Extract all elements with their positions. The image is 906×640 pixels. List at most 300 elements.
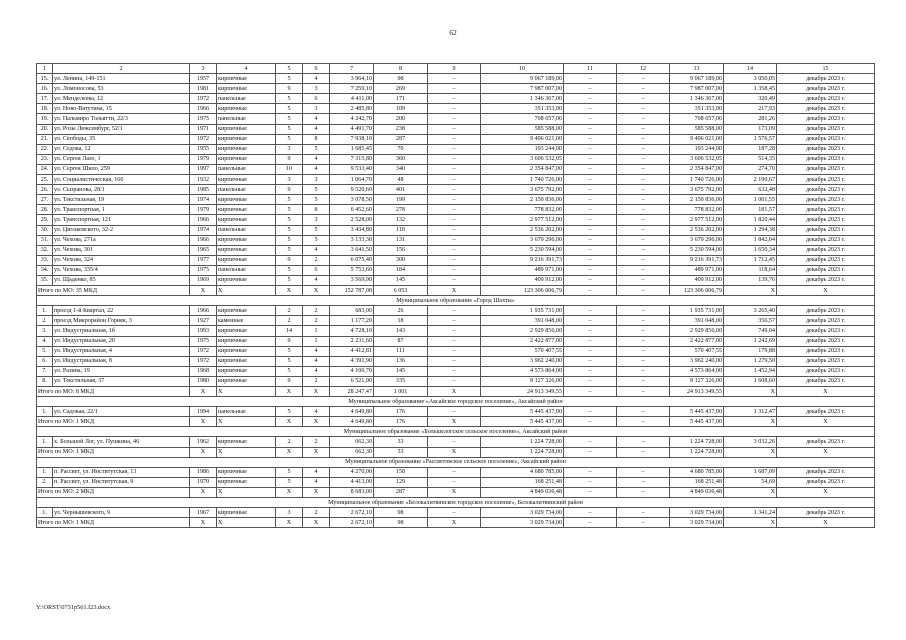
table-cell: 184 bbox=[374, 265, 428, 275]
table-cell: 3 078,50 bbox=[330, 195, 374, 205]
table-row bbox=[37, 275, 875, 285]
total-cell: 123 306 006,79 bbox=[481, 286, 564, 296]
table-cell: – bbox=[564, 356, 617, 366]
table-cell: 5 bbox=[276, 195, 303, 205]
table-cell: 30. bbox=[37, 225, 53, 235]
table-cell: 5 bbox=[276, 225, 303, 235]
total-label: Итого по МО: 1 МКД bbox=[37, 417, 190, 427]
table-cell: ул. Транспортная, 121 bbox=[53, 215, 190, 225]
table-cell: – bbox=[617, 94, 670, 104]
table-cell: 9 bbox=[276, 84, 303, 94]
table-cell: 14 bbox=[276, 326, 303, 336]
table-cell: ул. Текстильная, 19 bbox=[53, 195, 190, 205]
table-cell: 1. bbox=[37, 437, 53, 447]
table-cell: 9 216 391,73 bbox=[670, 255, 724, 265]
table-cell: – bbox=[617, 346, 670, 356]
table-row bbox=[37, 316, 875, 326]
table-cell: 1 bbox=[303, 326, 330, 336]
table-cell: 3 964,10 bbox=[330, 74, 374, 84]
total-cell: X bbox=[190, 518, 217, 528]
table-cell: 5 bbox=[276, 346, 303, 356]
total-cell: 5 445 437,00 bbox=[481, 417, 564, 427]
table-cell: 1 312,47 bbox=[724, 407, 777, 417]
table-cell: – bbox=[564, 164, 617, 174]
table-cell: 3 bbox=[276, 175, 303, 185]
table-cell: 4 bbox=[303, 124, 330, 134]
total-cell: 8 683,00 bbox=[330, 487, 374, 497]
table-cell: – bbox=[564, 407, 617, 417]
table-cell: 778 832,00 bbox=[670, 205, 724, 215]
total-cell: – bbox=[564, 387, 617, 397]
table-cell: 3 bbox=[276, 508, 303, 518]
table-cell: 3 bbox=[303, 84, 330, 94]
table-cell: 20. bbox=[37, 124, 53, 134]
table-cell: 5 bbox=[303, 235, 330, 245]
table-cell: 1966 bbox=[190, 235, 217, 245]
table-cell: декабрь 2023 г. bbox=[777, 144, 875, 154]
table-cell: 1974 bbox=[190, 225, 217, 235]
total-label: Итого по МО: 2 МКД bbox=[37, 487, 190, 497]
table-cell: 401 bbox=[374, 185, 428, 195]
table-cell: – bbox=[564, 235, 617, 245]
table-cell: 1 001,55 bbox=[724, 195, 777, 205]
table-cell: – bbox=[617, 215, 670, 225]
table-cell: ул. Транспортная, 1 bbox=[53, 205, 190, 215]
table-cell: 409 912,00 bbox=[670, 275, 724, 285]
table-cell: 340 bbox=[374, 164, 428, 174]
table-cell: 5 bbox=[303, 225, 330, 235]
table-cell: 7 259,10 bbox=[330, 84, 374, 94]
total-cell: X bbox=[777, 417, 875, 427]
table-row bbox=[37, 477, 875, 487]
table-cell: – bbox=[428, 94, 481, 104]
table-cell: 3 569,90 bbox=[330, 275, 374, 285]
table-cell: 1980 bbox=[190, 376, 217, 386]
table-cell: 5 bbox=[276, 235, 303, 245]
table-cell: п. Рассвет, ул. Институтская, 13 bbox=[53, 467, 190, 477]
table-cell: – bbox=[617, 74, 670, 84]
table-row bbox=[37, 84, 875, 94]
table-cell: 3 641,50 bbox=[330, 245, 374, 255]
total-cell: 1 001 bbox=[374, 387, 428, 397]
table-cell: панельные bbox=[217, 164, 276, 174]
table-cell: 351 353,00 bbox=[670, 104, 724, 114]
table-cell: – bbox=[428, 366, 481, 376]
table-cell: 27. bbox=[37, 195, 53, 205]
table-cell: декабрь 2023 г. bbox=[777, 356, 875, 366]
total-cell: X bbox=[428, 286, 481, 296]
total-cell: X bbox=[777, 286, 875, 296]
table-cell: панельные bbox=[217, 225, 276, 235]
table-cell: 111 bbox=[374, 346, 428, 356]
total-cell: X bbox=[190, 447, 217, 457]
table-cell: кирпичные bbox=[217, 74, 276, 84]
table-cell: – bbox=[564, 144, 617, 154]
total-cell: X bbox=[276, 518, 303, 528]
table-cell: 3 265,40 bbox=[724, 306, 777, 316]
table-cell: – bbox=[428, 356, 481, 366]
table-cell: ул. Розы Люксембург, 52/1 bbox=[53, 124, 190, 134]
table-cell: 9 bbox=[276, 185, 303, 195]
table-cell: 3 606 532,05 bbox=[670, 154, 724, 164]
table-cell: 168 251,48 bbox=[670, 477, 724, 487]
table-cell: 176 bbox=[374, 407, 428, 417]
table-cell: – bbox=[564, 104, 617, 114]
total-row bbox=[37, 447, 875, 457]
table-cell: 1967 bbox=[190, 508, 217, 518]
table-cell: – bbox=[564, 205, 617, 215]
table-cell: – bbox=[564, 255, 617, 265]
table-cell: – bbox=[428, 306, 481, 316]
total-cell: X bbox=[428, 387, 481, 397]
table-cell: каменные bbox=[217, 316, 276, 326]
table-cell: 4 649,80 bbox=[330, 407, 374, 417]
table-cell: – bbox=[617, 164, 670, 174]
table-cell: кирпичные bbox=[217, 346, 276, 356]
section-row bbox=[37, 427, 875, 437]
table-cell: – bbox=[428, 376, 481, 386]
table-cell: ул. Индустриальная, 20 bbox=[53, 336, 190, 346]
table-cell: 3 bbox=[303, 175, 330, 185]
table-cell: ул. Чернышевского, 9 bbox=[53, 508, 190, 518]
table-cell: ул. Разина, 19 bbox=[53, 366, 190, 376]
total-cell: 24 913 349,55 bbox=[670, 387, 724, 397]
table-cell: 3 675 792,00 bbox=[481, 185, 564, 195]
table-cell: 3. bbox=[37, 326, 53, 336]
table-cell: 4 573 864,00 bbox=[670, 366, 724, 376]
table-cell: 5 bbox=[276, 104, 303, 114]
table-cell: 31. bbox=[37, 235, 53, 245]
table-cell: 9 496 021,00 bbox=[670, 134, 724, 144]
table-cell: – bbox=[564, 185, 617, 195]
table-cell: – bbox=[428, 508, 481, 518]
table-cell: 18 bbox=[374, 316, 428, 326]
total-cell: – bbox=[617, 518, 670, 528]
table-cell: панельные bbox=[217, 265, 276, 275]
table-cell: ул. Индустриальная, 4 bbox=[53, 346, 190, 356]
table-cell: 1957 bbox=[190, 74, 217, 84]
table-cell: 662,30 bbox=[330, 437, 374, 447]
table-cell: 570 407,55 bbox=[670, 346, 724, 356]
total-cell: – bbox=[564, 417, 617, 427]
table-cell: декабрь 2023 г. bbox=[777, 104, 875, 114]
table-cell: 5 bbox=[303, 195, 330, 205]
table-cell: 5 bbox=[276, 467, 303, 477]
table-cell: кирпичные bbox=[217, 275, 276, 285]
table-cell: – bbox=[428, 265, 481, 275]
table-cell: 70 bbox=[374, 144, 428, 154]
table-cell: ул. Седова, 12 bbox=[53, 144, 190, 154]
table-cell: 2 528,00 bbox=[330, 215, 374, 225]
total-row bbox=[37, 518, 875, 528]
table-cell: – bbox=[617, 144, 670, 154]
total-cell: 3 029 734,00 bbox=[481, 518, 564, 528]
table-cell: 98 bbox=[374, 74, 428, 84]
table-cell: ул. Чехова, 271а bbox=[53, 235, 190, 245]
table-cell: 1972 bbox=[190, 346, 217, 356]
table-cell: 29. bbox=[37, 215, 53, 225]
table-cell: ул. Чехова, 301 bbox=[53, 245, 190, 255]
table-row bbox=[37, 356, 875, 366]
table-cell: 1979 bbox=[190, 205, 217, 215]
table-cell: 1 346 367,00 bbox=[670, 94, 724, 104]
table-cell: 5 bbox=[276, 356, 303, 366]
table-cell: 145 bbox=[374, 275, 428, 285]
table-cell: 4 491,70 bbox=[330, 124, 374, 134]
table-cell: 1 279,50 bbox=[724, 356, 777, 366]
table-cell: 2 bbox=[276, 316, 303, 326]
table-cell: декабрь 2023 г. bbox=[777, 235, 875, 245]
column-number: 13 bbox=[670, 64, 724, 74]
table-cell: декабрь 2023 г. bbox=[777, 175, 875, 185]
table-cell: 1977 bbox=[190, 255, 217, 265]
column-number: 6 bbox=[303, 64, 330, 74]
table-cell: 17. bbox=[37, 94, 53, 104]
total-cell: – bbox=[564, 447, 617, 457]
table-cell: – bbox=[564, 195, 617, 205]
column-number: 7 bbox=[330, 64, 374, 74]
table-row bbox=[37, 154, 875, 164]
table-cell: – bbox=[428, 437, 481, 447]
table-cell: 1955 bbox=[190, 144, 217, 154]
table-cell: декабрь 2023 г. bbox=[777, 205, 875, 215]
table-cell: – bbox=[617, 275, 670, 285]
table-cell: 2 190,67 bbox=[724, 175, 777, 185]
table-cell: 5 753,60 bbox=[330, 265, 374, 275]
table-cell: 1 740 726,00 bbox=[670, 175, 724, 185]
table-cell: декабрь 2023 г. bbox=[777, 265, 875, 275]
table-cell: декабрь 2023 г. bbox=[777, 437, 875, 447]
total-cell: X bbox=[428, 518, 481, 528]
table-cell: – bbox=[564, 215, 617, 225]
table-cell: – bbox=[564, 326, 617, 336]
table-cell: кирпичные bbox=[217, 84, 276, 94]
total-cell: X bbox=[303, 487, 330, 497]
table-cell: 1 820,44 bbox=[724, 215, 777, 225]
table-cell: 4 bbox=[303, 477, 330, 487]
table-cell: – bbox=[428, 114, 481, 124]
table-cell: 109 bbox=[374, 104, 428, 114]
table-cell: – bbox=[428, 245, 481, 255]
table-cell: 9 533,40 bbox=[330, 164, 374, 174]
table-cell: декабрь 2023 г. bbox=[777, 114, 875, 124]
total-cell: X bbox=[777, 447, 875, 457]
table-cell: 1 685,45 bbox=[330, 144, 374, 154]
table-cell: 1 224 728,00 bbox=[670, 437, 724, 447]
table-cell: 4 bbox=[303, 407, 330, 417]
table-cell: – bbox=[617, 225, 670, 235]
total-cell: X bbox=[428, 487, 481, 497]
table-cell: 409 912,00 bbox=[481, 275, 564, 285]
total-cell: X bbox=[276, 487, 303, 497]
table-cell: – bbox=[617, 195, 670, 205]
column-number: 5 bbox=[276, 64, 303, 74]
table-cell: 9 520,60 bbox=[330, 185, 374, 195]
total-cell: 5 445 437,00 bbox=[670, 417, 724, 427]
total-label: Итого по МО: 35 МКД bbox=[37, 286, 190, 296]
table-cell: кирпичные bbox=[217, 508, 276, 518]
table-cell: 5 bbox=[276, 245, 303, 255]
total-label: Итого по МО: 8 МКД bbox=[37, 387, 190, 397]
table-cell: ул. Сергея Шило, 259 bbox=[53, 164, 190, 174]
table-cell: 156 bbox=[374, 245, 428, 255]
table-cell: ул. Ломоносова, 53 bbox=[53, 84, 190, 94]
table-cell: 708 657,00 bbox=[481, 114, 564, 124]
table-cell: 2 354 847,00 bbox=[670, 164, 724, 174]
table-cell: 585 588,00 bbox=[670, 124, 724, 134]
table-cell: – bbox=[564, 336, 617, 346]
table-cell: – bbox=[617, 366, 670, 376]
table-cell: декабрь 2023 г. bbox=[777, 477, 875, 487]
table-cell: 1981 bbox=[190, 84, 217, 94]
table-cell: 2 231,60 bbox=[330, 336, 374, 346]
table-cell: 1 242,69 bbox=[724, 336, 777, 346]
table-cell: 9 216 391,73 bbox=[481, 255, 564, 265]
total-cell: 176 bbox=[374, 417, 428, 427]
table-cell: кирпичные bbox=[217, 175, 276, 185]
table-cell: 5 bbox=[276, 94, 303, 104]
table-cell: 8 bbox=[303, 205, 330, 215]
table-cell: проезд 1-й Квартал, 22 bbox=[53, 306, 190, 316]
table-cell: 4 728,10 bbox=[330, 326, 374, 336]
table-cell: – bbox=[428, 477, 481, 487]
table-cell: 391 048,00 bbox=[670, 316, 724, 326]
table-cell: ул. Чехова, 335/4 bbox=[53, 265, 190, 275]
table-cell: кирпичные bbox=[217, 477, 276, 487]
table-cell: – bbox=[564, 94, 617, 104]
table-row bbox=[37, 124, 875, 134]
table-cell: 489 971,00 bbox=[481, 265, 564, 275]
table-cell: 2 672,10 bbox=[330, 508, 374, 518]
table-cell: 25. bbox=[37, 175, 53, 185]
table-cell: 1997 bbox=[190, 164, 217, 174]
table-cell: декабрь 2023 г. bbox=[777, 275, 875, 285]
table-cell: 48 bbox=[374, 175, 428, 185]
table-cell: 3 bbox=[276, 144, 303, 154]
table-cell: 1972 bbox=[190, 356, 217, 366]
table-cell: 5 bbox=[276, 366, 303, 376]
table-cell: 132 bbox=[374, 215, 428, 225]
table-cell: 179,88 bbox=[724, 346, 777, 356]
table-cell: ул. Индустриальная, 8 bbox=[53, 356, 190, 366]
table-cell: 2 354 847,00 bbox=[481, 164, 564, 174]
table-cell: – bbox=[428, 326, 481, 336]
total-cell: X bbox=[303, 417, 330, 427]
table-cell: 3 606 532,05 bbox=[481, 154, 564, 164]
table-cell: 4 bbox=[303, 356, 330, 366]
table-cell: 6 521,90 bbox=[330, 376, 374, 386]
table-cell: – bbox=[617, 306, 670, 316]
table-cell: – bbox=[564, 225, 617, 235]
table-cell: – bbox=[428, 467, 481, 477]
column-number: 12 bbox=[617, 64, 670, 74]
total-row bbox=[37, 286, 875, 296]
table-cell: 1975 bbox=[190, 336, 217, 346]
table-row bbox=[37, 407, 875, 417]
total-cell: – bbox=[564, 518, 617, 528]
table-cell: 683,00 bbox=[330, 306, 374, 316]
table-cell: 118 bbox=[374, 225, 428, 235]
column-number: 1 bbox=[37, 64, 53, 74]
table-cell: 2 977 512,00 bbox=[670, 215, 724, 225]
table-cell: 1 294,38 bbox=[724, 225, 777, 235]
table-cell: декабрь 2023 г. bbox=[777, 255, 875, 265]
table-cell: 5 bbox=[276, 205, 303, 215]
total-label: Итого по МО: 1 МКД bbox=[37, 518, 190, 528]
column-number: 3 bbox=[190, 64, 217, 74]
column-number: 4 bbox=[217, 64, 276, 74]
table-cell: – bbox=[428, 225, 481, 235]
table-cell: 2 929 856,00 bbox=[670, 326, 724, 336]
section-title: Муниципальное образование «Большелогское сельское поселение», Аксайский район bbox=[37, 427, 875, 437]
table-cell: 2 bbox=[303, 437, 330, 447]
table-cell: 145 bbox=[374, 366, 428, 376]
table-cell: 489 971,00 bbox=[670, 265, 724, 275]
table-row bbox=[37, 144, 875, 154]
table-cell: 351 353,00 bbox=[481, 104, 564, 114]
total-cell: X bbox=[276, 286, 303, 296]
table-cell: 3 bbox=[303, 104, 330, 114]
table-cell: – bbox=[428, 336, 481, 346]
section-title: Муниципальное образование «Город Шахты» bbox=[37, 296, 875, 306]
table-cell: п. Рассвет, ул. Институтская, 9 bbox=[53, 477, 190, 487]
table-cell: кирпичные bbox=[217, 326, 276, 336]
table-cell: 287 bbox=[374, 134, 428, 144]
table-cell: декабрь 2023 г. bbox=[777, 154, 875, 164]
table-cell: 2 422 877,00 bbox=[670, 336, 724, 346]
table-cell: 1966 bbox=[190, 104, 217, 114]
table-cell: 129 bbox=[374, 477, 428, 487]
table-cell: 3 679 296,00 bbox=[670, 235, 724, 245]
table-cell: кирпичные bbox=[217, 154, 276, 164]
table-cell: – bbox=[617, 255, 670, 265]
table-cell: 4 573 864,00 bbox=[481, 366, 564, 376]
table-cell: – bbox=[564, 275, 617, 285]
table-cell: х. Большой Лог, ул. Пушкина, 46 bbox=[53, 437, 190, 447]
table-cell: 8. bbox=[37, 376, 53, 386]
table-row bbox=[37, 94, 875, 104]
table-cell: кирпичные bbox=[217, 104, 276, 114]
table-cell: 320,49 bbox=[724, 94, 777, 104]
table-cell: 1 935 731,00 bbox=[670, 306, 724, 316]
table-cell: 131 bbox=[374, 235, 428, 245]
table-cell: декабрь 2023 г. bbox=[777, 84, 875, 94]
table-cell: 1. bbox=[37, 508, 53, 518]
table-cell: 34. bbox=[37, 265, 53, 275]
table-cell: 3 bbox=[303, 215, 330, 225]
table-cell: 3 050,05 bbox=[724, 74, 777, 84]
total-cell: X bbox=[276, 447, 303, 457]
table-cell: – bbox=[617, 356, 670, 366]
table-cell: 4 680 785,00 bbox=[481, 467, 564, 477]
table-row bbox=[37, 245, 875, 255]
table-cell: – bbox=[617, 508, 670, 518]
table-cell: 1994 bbox=[190, 407, 217, 417]
table-cell: декабрь 2023 г. bbox=[777, 467, 875, 477]
total-cell: 33 bbox=[374, 447, 428, 457]
table-row bbox=[37, 437, 875, 447]
total-cell: 662,30 bbox=[330, 447, 374, 457]
table-cell: 4 bbox=[303, 346, 330, 356]
table-cell: 4 bbox=[303, 114, 330, 124]
table-row bbox=[37, 215, 875, 225]
total-cell: – bbox=[617, 286, 670, 296]
table-cell: кирпичные bbox=[217, 134, 276, 144]
table-cell: – bbox=[617, 477, 670, 487]
section-title: Муниципальное образование «Белокалитвинское городское поселение», Белокалитвинский район bbox=[37, 498, 875, 508]
table-cell: 2 485,80 bbox=[330, 104, 374, 114]
total-cell: X bbox=[217, 518, 276, 528]
